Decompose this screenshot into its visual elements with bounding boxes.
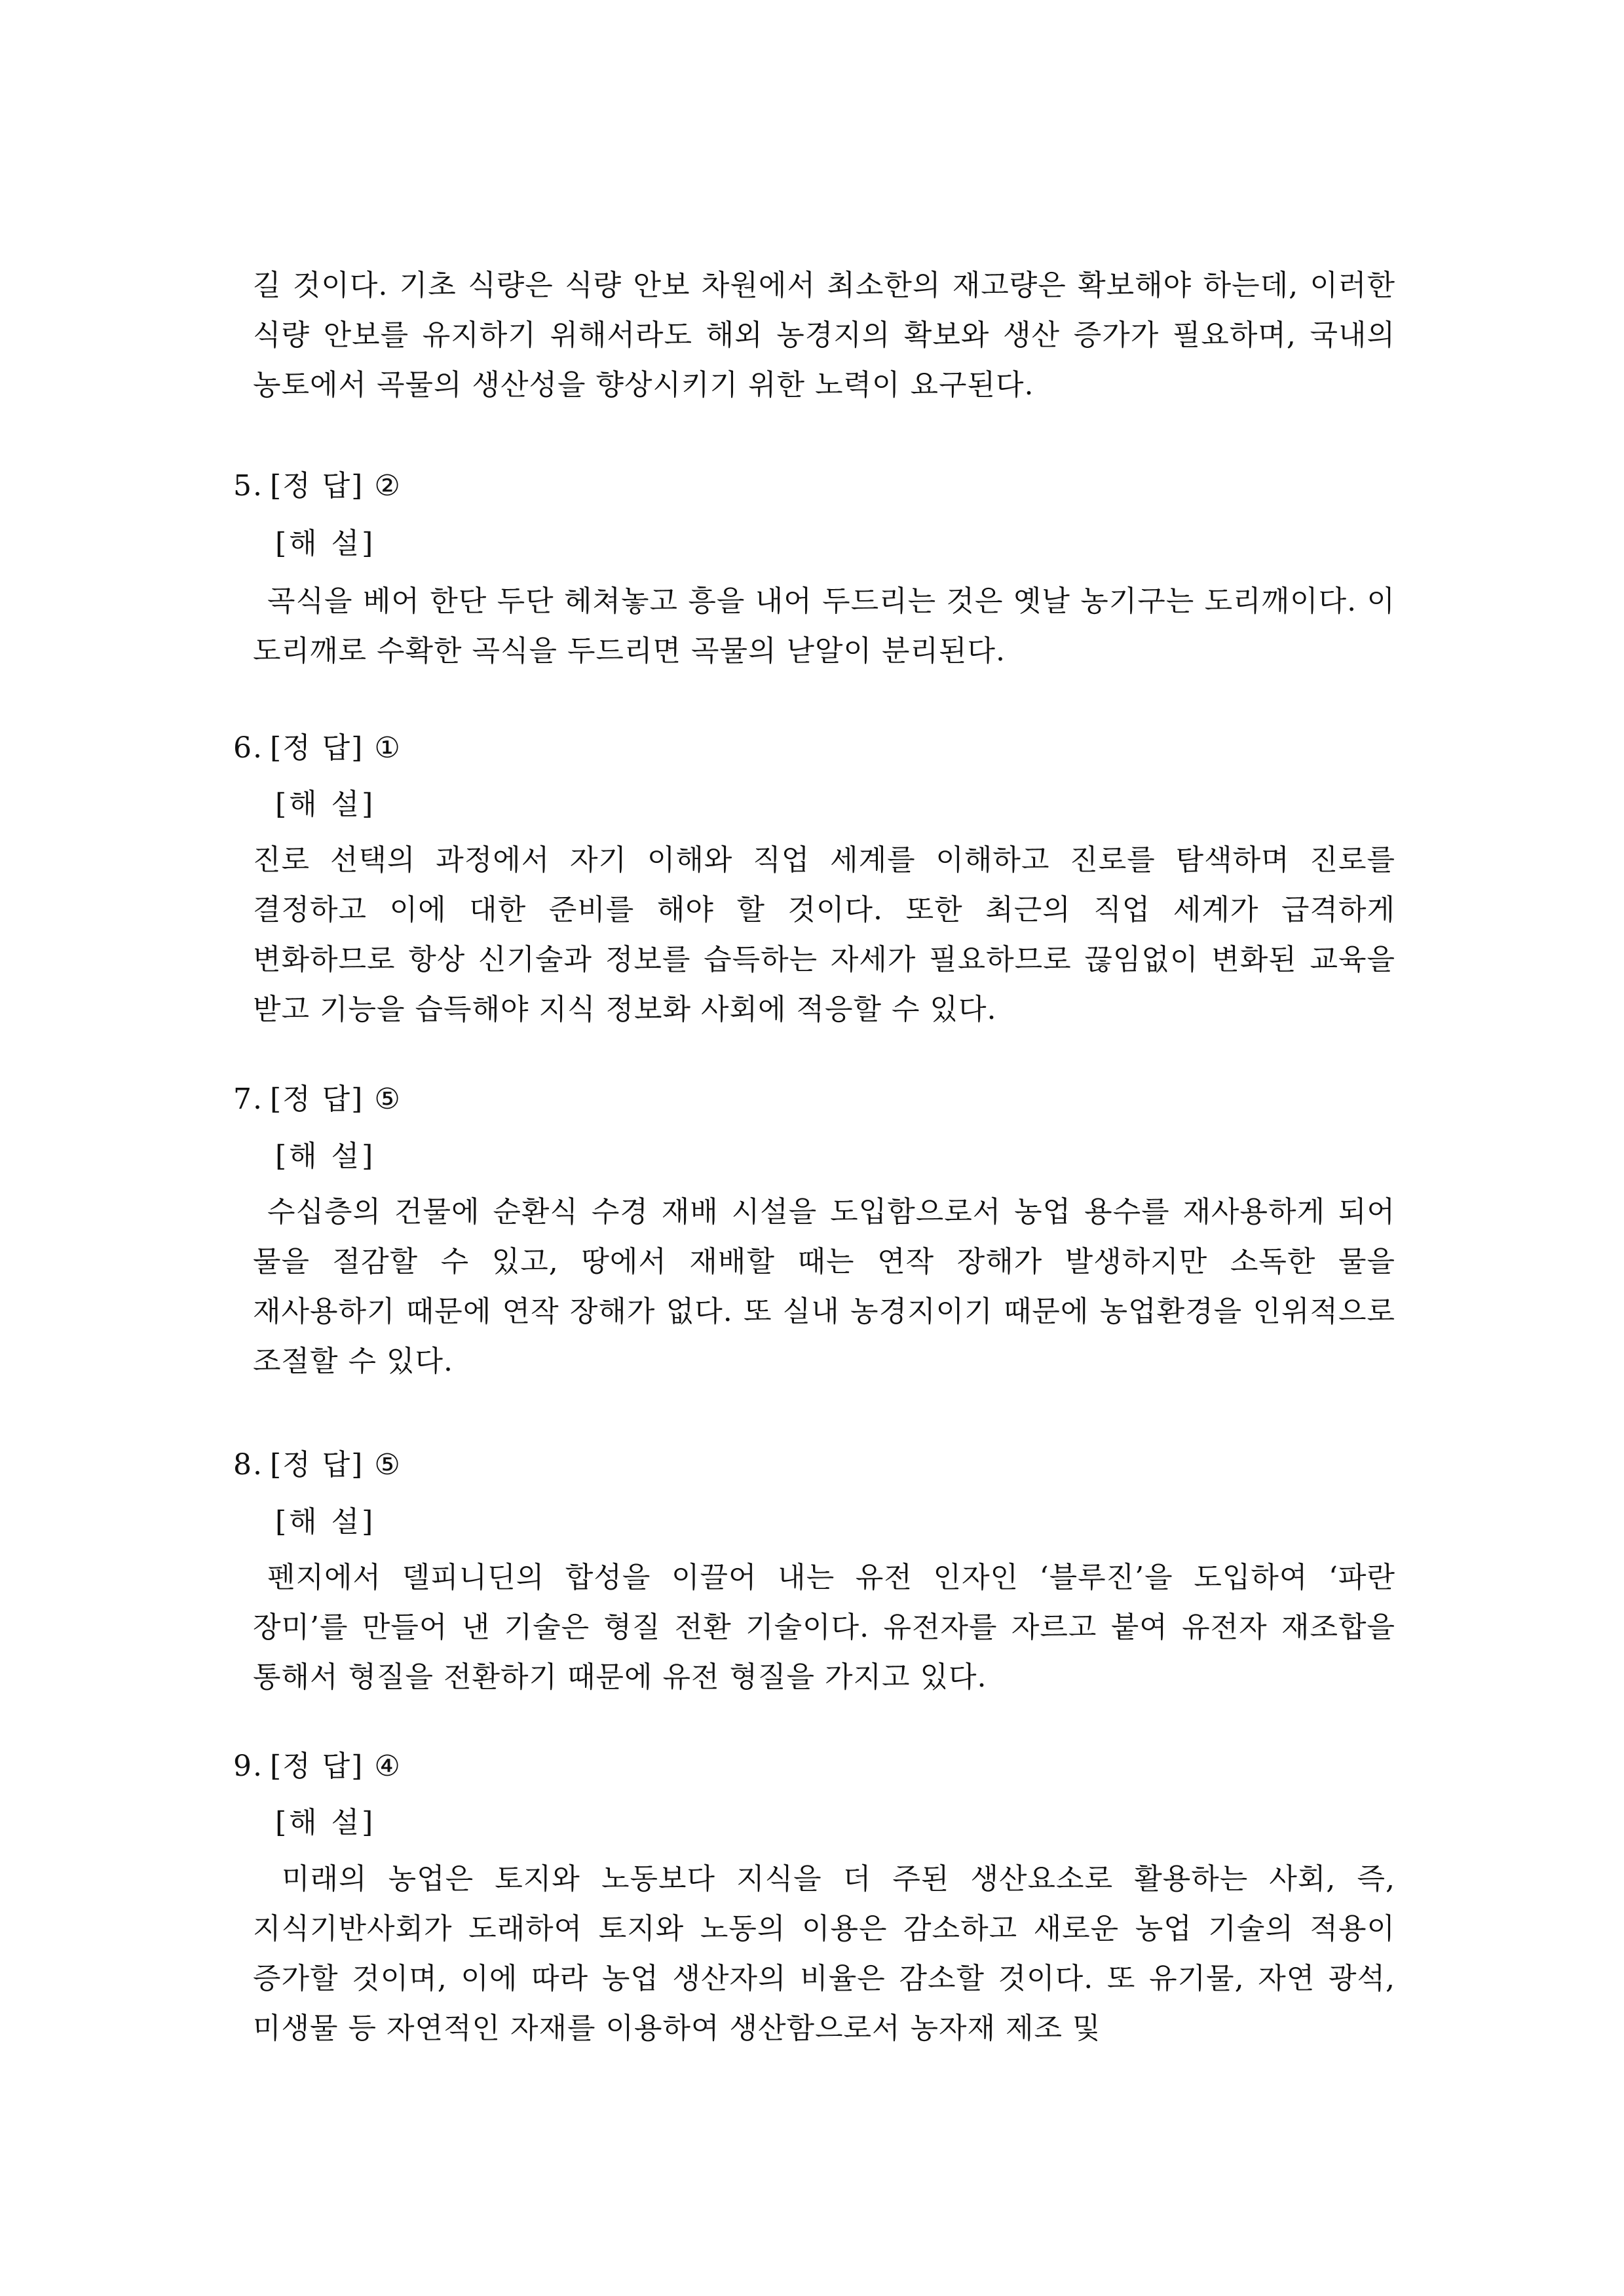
- explanation-text-6: 진로 선택의 과정에서 자기 이해와 직업 세계를 이해하고 진로를 탐색하며 진로를 결정하고 이에 대한 준비를 해야 할 것이다. 또한 최근의 직업 세계가 급격하게 변화하므로 항상 신기술과 정보를 습득하는 자세가 필요하므로 끊임없이 변화된 교육을 받고 기능을 습득해야 지식 정보화 사회에 적응할 수 있다.: [253, 843, 1395, 1026]
- answer-label: [정 답]: [269, 1082, 364, 1116]
- answer-label: [정 답]: [269, 1448, 364, 1482]
- answer-value: ②: [374, 469, 402, 503]
- explanation-text-9: 미래의 농업은 토지와 노동보다 지식을 더 주된 생산요소로 활용하는 사회, 즉, 지식기반사회가 도래하여 토지와 노동의 이용은 감소하고 새로운 농업 기술의 적용이 증가할 것이며, 이에 따라 농업 생산자의 비율은 감소할 것이다. 또 유기물, 자연 광석, 미생물 등 자연적인 자재를 이용하여 생산함으로서 농자재 제조 및: [253, 1862, 1395, 2045]
- answer-line-9: [233, 1747, 402, 1786]
- answer-value: ⑤: [374, 1448, 402, 1482]
- question-number: 9.: [233, 1750, 263, 1783]
- answer-line-8: [233, 1445, 402, 1485]
- answer-value: ⑤: [374, 1082, 402, 1116]
- explanation-label-5: [해 설]: [275, 527, 376, 560]
- answer-line-5: [233, 467, 402, 506]
- answer-value: ④: [374, 1750, 402, 1783]
- question-number: 8.: [233, 1448, 263, 1482]
- answer-line-6: [233, 729, 402, 768]
- explanation-label-8: [해 설]: [275, 1505, 376, 1539]
- explanation-label-6: [해 설]: [275, 788, 376, 821]
- intro-paragraph: 길 것이다. 기초 식량은 식량 안보 차원에서 최소한의 재고량은 확보해야 하는데, 이러한 식량 안보를 유지하기 위해서라도 해외 농경지의 확보와 생산 증가가 필요하며, 국내의 농토에서 곡물의 생산성을 향상시키기 위한 노력이 요구된다.: [253, 269, 1395, 402]
- question-number: 7.: [233, 1082, 263, 1116]
- answer-label: [정 답]: [269, 1750, 364, 1783]
- explanation-label-7: [해 설]: [275, 1139, 376, 1173]
- answer-label: [정 답]: [269, 469, 364, 503]
- explanation-label-9: [해 설]: [275, 1806, 376, 1839]
- question-number: 6.: [233, 731, 263, 765]
- explanation-text-5: 곡식을 베어 한단 두단 헤쳐놓고 흥을 내어 두드리는 것은 옛날 농기구는 도리깨이다. 이 도리깨로 수확한 곡식을 두드리면 곡물의 낟알이 분리된다.: [253, 584, 1395, 668]
- explanation-text-7: 수십층의 건물에 순환식 수경 재배 시설을 도입함으로서 농업 용수를 재사용하게 되어 물을 절감할 수 있고, 땅에서 재배할 때는 연작 장해가 발생하지만 소독한 물을 재사용하기 때문에 연작 장해가 없다. 또 실내 농경지이기 때문에 농업환경을 인위적으로 조절할 수 있다.: [253, 1195, 1395, 1378]
- answer-label: [정 답]: [269, 731, 364, 765]
- explanation-text-8: 펜지에서 델피니딘의 합성을 이끌어 내는 유전 인자인 ‘블루진’을 도입하여 ‘파란 장미’를 만들어 낸 기술은 형질 전환 기술이다. 유전자를 자르고 붙여 유전자 재조합을 통해서 형질을 전환하기 때문에 유전 형질을 가지고 있다.: [253, 1561, 1395, 1694]
- question-number: 5.: [233, 469, 263, 503]
- answer-line-7: [233, 1080, 402, 1119]
- answer-value: ①: [374, 731, 402, 765]
